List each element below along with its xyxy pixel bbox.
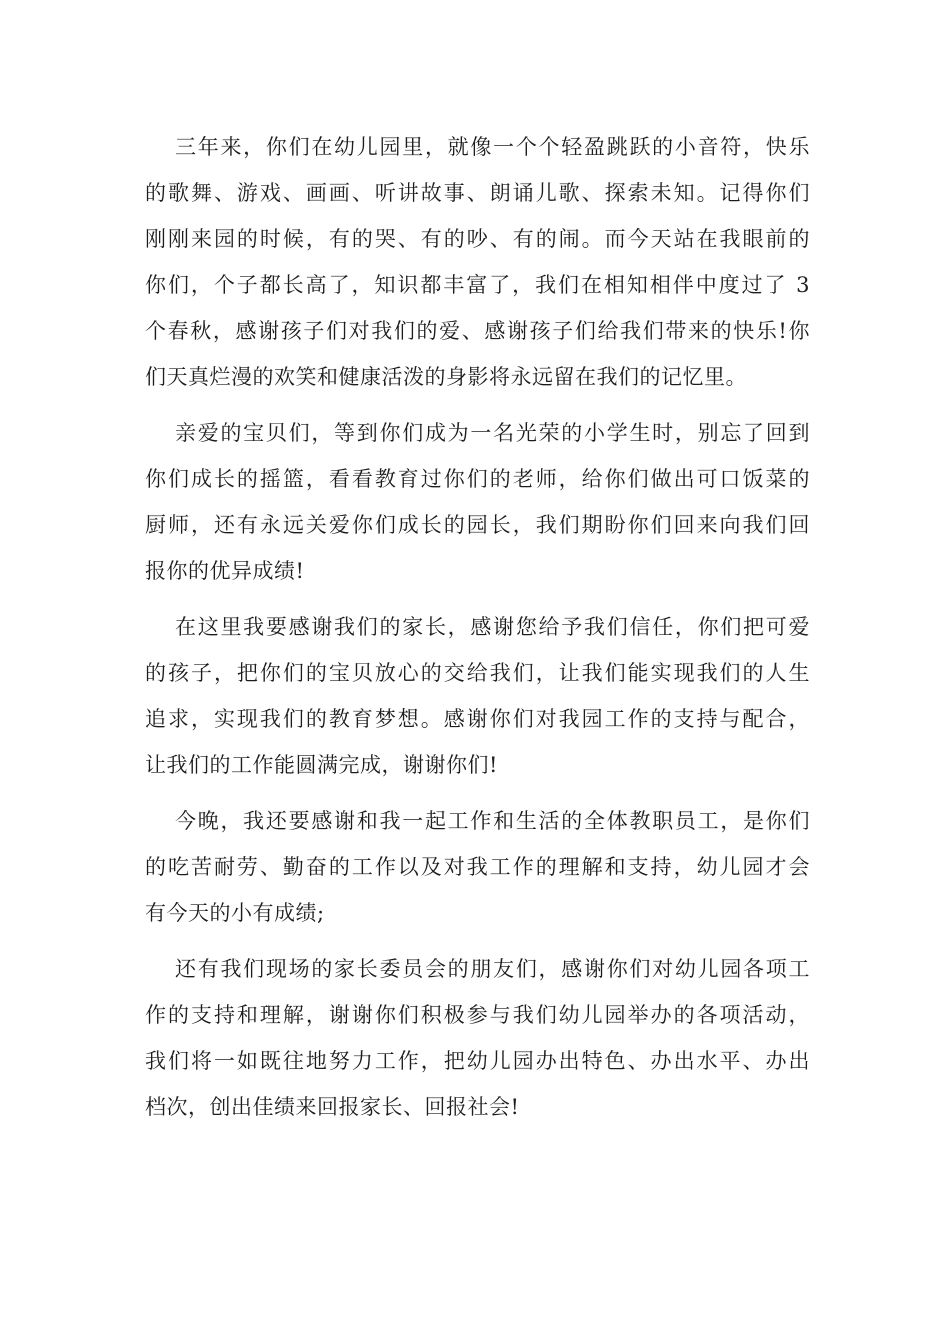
- text-line: 刚刚来园的时候，有的哭、有的吵、有的闹。而今天站在我眼前的: [145, 227, 810, 251]
- paragraph-5: [145, 946, 810, 1130]
- paragraph-4: [145, 798, 810, 936]
- text-line: 的孩子，把你们的宝贝放心的交给我们，让我们能实现我们的人生: [145, 661, 810, 685]
- paragraph-3: [145, 604, 810, 788]
- paragraph-2: [145, 410, 810, 594]
- text-line: 个春秋，感谢孩子们对我们的爱、感谢孩子们给我们带来的快乐!你: [145, 319, 810, 343]
- text-line: 让我们的工作能圆满完成，谢谢你们!: [145, 753, 498, 777]
- text-line: 厨师，还有永远关爱你们成长的园长，我们期盼你们回来向我们回: [145, 513, 810, 537]
- text-line: 追求，实现我们的教育梦想。感谢你们对我园工作的支持与配合，: [145, 707, 810, 731]
- text-line: 的吃苦耐劳、勤奋的工作以及对我工作的理解和支持，幼儿园才会: [145, 855, 810, 879]
- text-line: 还有我们现场的家长委员会的朋友们，感谢你们对幼儿园各项工: [175, 957, 810, 981]
- text-line: 我们将一如既往地努力工作，把幼儿园办出特色、办出水平、办出: [145, 1049, 810, 1073]
- text-line: 你们成长的摇篮，看看教育过你们的老师，给你们做出可口饭菜的: [145, 467, 810, 491]
- text-line: 有今天的小有成绩;: [145, 901, 325, 925]
- paragraph-1: [145, 124, 810, 400]
- text-line: 在这里我要感谢我们的家长，感谢您给予我们信任，你们把可爱: [175, 615, 810, 639]
- text-line: 报你的优异成绩!: [145, 559, 305, 583]
- text-line: 亲爱的宝贝们，等到你们成为一名光荣的小学生时，别忘了回到: [175, 421, 810, 445]
- text-line: 你们，个子都长高了，知识都丰富了，我们在相知相伴中度过了 3: [145, 273, 810, 297]
- text-line: 档次，创出佳绩来回报家长、回报社会!: [145, 1095, 520, 1119]
- text-line: 的歌舞、游戏、画画、听讲故事、朗诵儿歌、探索未知。记得你们: [145, 181, 810, 205]
- text-line: 们天真烂漫的欢笑和健康活泼的身影将永远留在我们的记忆里。: [145, 365, 747, 389]
- text-line: 今晚，我还要感谢和我一起工作和生活的全体教职员工，是你们: [175, 809, 810, 833]
- text-line: 三年来，你们在幼儿园里，就像一个个轻盈跳跃的小音符，快乐: [175, 135, 810, 159]
- document-body: [145, 124, 810, 1140]
- text-line: 作的支持和理解，谢谢你们积极参与我们幼儿园举办的各项活动，: [145, 1003, 810, 1027]
